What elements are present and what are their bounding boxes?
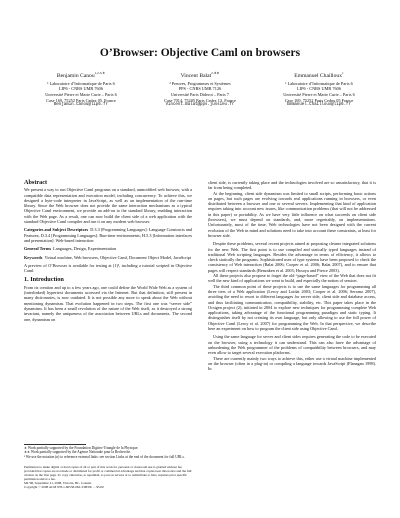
body-paragraph: All these projects also propose to forget the old “page-based” view of the Web that does not fit well the new kind of applications we want to build, and especially the notion of session. [208,273,376,284]
author-mark: 2,∗∗ [211,71,220,75]
body-paragraph: Using the same language for server and client sides requires generating the code to be executed on the browser, using a technology it can understand. This can also have the advantage of unburdening the Web programmer of the problems of compatibility between browsers, and may even allow to target several execution platforms. [208,334,376,356]
author-email: Emmanuel.Chailloux@lip6.fr [287,103,351,108]
author-block [24,70,376,109]
body-paragraph: At the beginning, client side dynamism was limited to small scripts, performing basic actions on pages, but such pages are evolving towards real applications running in browsers, or even distributed between a browser and one or several servers. Implementing that kind of application requires taking into account new issues, like communication problems (that will not be addressed in this paper) or portability. As we have very little influence on what succeeds on client side (browsers), we must depend on standards, and, more regrettably, on implementations. Unfortunately, most of the time, Web technologies have not been designed with the current evolution of the Web in mind and solutions need to take into account these constraints, at least for browser side. [208,190,376,238]
author-mark: 1 [342,71,344,75]
permission-text: Permission to make digital or hard copies of all or part of this work for personal or classroom use is granted without fee provided that copies are not made or distributed for profit or commercial advantage and that copies bear this notice and the full citation on the first page. To copy otherwise, to republish, to post on servers or to redistribute to lists, requires prior specific permission and/or a fee. [24,465,192,482]
footnote: ∗∗ Work partially supported by the Agence Nationale pour la Recherche. [24,450,131,455]
abstract-heading: Abstract [24,179,48,186]
keywords [24,255,192,260]
author-name: Benjamin Canou [56,72,95,79]
author-name: Emmanuel Chailloux [294,72,342,79]
affiliation-line: Case 169, 75252 Paris Cedex 05, France [46,97,116,103]
affiliation-line: Case 7014, 75205 Paris Cedex 13, France [164,97,236,103]
left-column [24,180,192,322]
general-terms [24,246,192,251]
affiliation-line: Université Paris Diderot – Paris 7 [171,92,229,98]
affiliation-line: Université Pierre et Marie Curie – Paris 6 [45,92,117,98]
permission-notice [24,465,192,489]
author-canou [24,70,138,109]
intro-paragraph: From its creation and up to a few years ago, one could define the World Wide Web as a system of (interlinked) hypertext documents accessed via the Internet. But that definition, still present in many dictionaries, is now outdated. It is not possible any more to speak about the Web without mentioning dynamism. That evolution happened in two steps. The first one was “server side” dynamism. It has been a small revolution of the nature of the Web itself, as it destroyed a strong invariant, namely the uniqueness of the association between URLs and documents. The second one, dynamism on [24,284,192,322]
affiliation-line: ² Preuves, Programmes et Systèmes [169,80,231,86]
affiliation-line: ¹ Laboratoire d’Informatique de Paris 6 [285,80,353,86]
categories [24,227,192,243]
footnote: ³ We use the notation (n) to reference external links: see section Links at the end of the document for full URLs. [24,454,185,459]
body-paragraph: Despite these problems, several recent projects aimed at proposing cleaner integrated solutions for the new Web. The first point is to use compiled and statically typed languages instead of traditional Web scripting languages. Besides the advantage in terms of efficiency, it allows to check statically the programs. Sophisticated uses of type systems have been proposed to check the consistency of Web interaction (Balat 2006; Cooper et al. 2006; Balat 2007), and to ensure that pages will respect standards (Benzaken et al. 2003; Hosoya and Pierce 2003). [208,241,376,273]
body-paragraph: The third common point of these projects is to use the same languages for programming all three tiers of a Web application (Leroy and Loidat 2003; Cooper et al. 2006; Serrano 2007), avoiding the need to resort to different languages for server side, client side and database access, and thus facilitating communication, compatibility, stability, etc. This paper takes place in the Ocsigen project (2), initiated in 2004 to explore new techniques for programming complete Web applications, taking advantage of the functional programming paradigm and static typing. It distinguishes itself by not creating its own language, but only allowing to use the full power of Objective Caml (Leroy et al. 2007) for programming the Web. In that perspective, we describe here an experiment on how to program the client side using Objective Caml. [208,283,376,332]
abstract-text: We present a way to run Objective Caml programs on a standard, unmodified web browser, with a compatible data representation and execution model, including concurrency. To achieve this, we designed a byte-code interpreter in JavaScript, as well as an implementation of the run-time library. Since the Web browser does not provide the same interaction mechanisms as a typical Objective Caml environment, we provide an add-on to the standard library, enabling interaction with the Web page. As a result, one can now build the client side of a web application with the standard Objective Caml compiler and run it on any modern web browser. [24,187,192,225]
affiliation-line: Case 169, 75252 Paris Cedex 05 France [284,97,354,103]
keywords-text: Virtual machine, Web browsers, Objective Caml, Document Object Model, JavaScript [44,254,192,260]
footnote: ∗ Work partially supported by the Foundation Digiteo-Triangle de la Physique. [24,446,139,450]
body-paragraph: client side, is currently taking place and the technologies involved are so unsatisfactory, that it is far from being completed. [208,180,376,191]
footnote-rule [24,444,86,445]
venue-line: ML’08, September 21, 2008, Victoria, BC, Canada. [24,481,92,486]
author-email: Vincent.Balat@pps.jussieu.fr [165,103,235,108]
affiliation-line: LIP6 - CNRS UMR 7606 [59,86,103,92]
author-balat [143,70,257,109]
section-heading: 1. Introduction [24,276,64,284]
affiliation-line: Université Pierre et Marie Curie – Paris 6 [283,92,355,98]
categories-text: D.3.3 [Programming Languages]: Language Constructs and Features; D.3.4 [Programming Languages]: Run-time environments; H.5.3 [Information interfaces and presentation]: Web-based interaction [24,227,192,243]
author-name: Vincent Balat [180,72,212,79]
general-terms-label: General Terms [24,246,52,252]
body-paragraph: There are currently mainly two ways to achieve this, either use a virtual machine implemented on the browser (often in a plug-in) or compiling a language towards JavaScript (Flanagan 1998). In [208,355,376,372]
categories-label: Categories and Subject Descriptors [24,227,89,233]
general-terms-text: Languages, Design, Experimentation [53,246,117,252]
author-chailloux [262,70,376,109]
keywords-label: Keywords [24,254,43,260]
preview-note: A preview of O’Browser is available for testing at (1)³, including a tutorial scripted in Objective Caml. [24,262,192,274]
copyright-line: Copyright © 2008 ACM 978-1-60558-062-3/08/09. . . $5.00 [24,485,104,490]
right-column [208,180,376,371]
affiliation-line: ¹ Laboratoire d’Informatique de Paris 6 [47,80,115,86]
footnotes [24,444,192,489]
author-email: Benjamin.Canou@lip6.fr [53,103,109,108]
author-mark: 1,2,3,∗ [94,71,106,75]
affiliation-line: PPS - CNRS UMR 7126 [178,86,222,92]
affiliation-line: LIP6 - CNRS UMR 7606 [297,86,341,92]
paper-title: O’Browser: Objective Caml on browsers [99,47,301,59]
